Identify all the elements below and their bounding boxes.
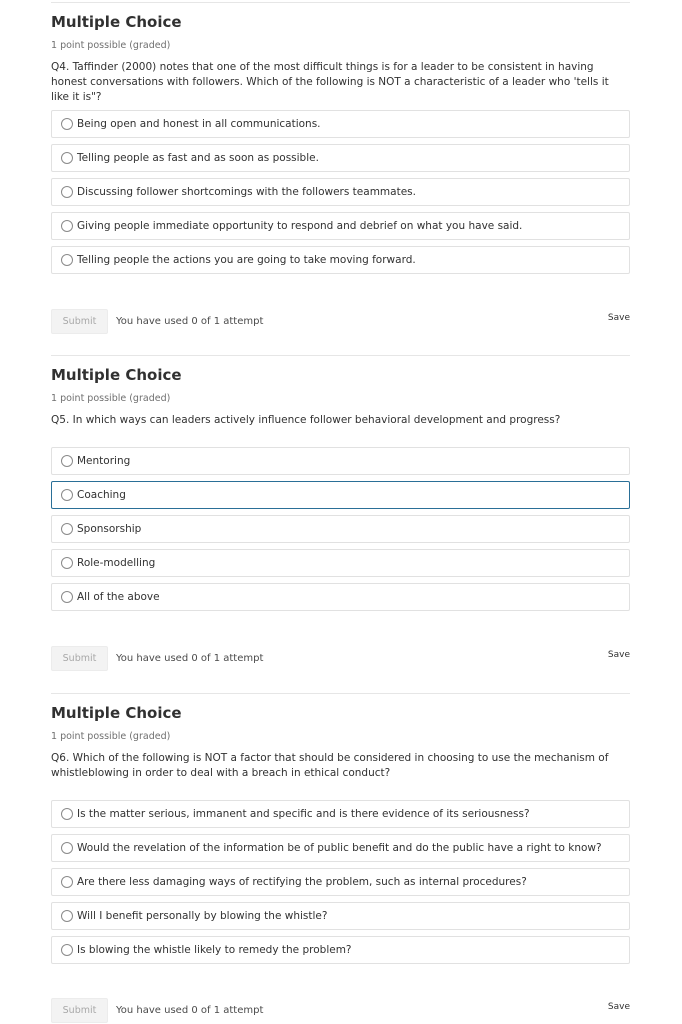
attempts-used: You have used 0 of 1 attempt [116,1005,264,1016]
problem-q6 [51,703,630,781]
choice-option-focused[interactable] [51,481,630,509]
choice-label: Mentoring [77,455,131,467]
choice-label: Are there less damaging ways of rectifying the problem, such as internal procedures? [77,876,527,888]
problem-actions [51,646,630,672]
choice-option[interactable] [51,549,630,577]
problem-title: Multiple Choice [51,13,182,31]
choice-label: Is the matter serious, immanent and specific and is there evidence of its seriousness? [77,808,530,820]
choice-list [51,447,630,611]
radio-icon[interactable] [61,944,73,956]
radio-icon[interactable] [61,186,73,198]
choice-label: All of the above [77,591,160,603]
choice-option[interactable] [51,144,630,172]
choice-option[interactable] [51,800,630,828]
choice-label: Telling people the actions you are going to take moving forward. [77,254,416,266]
question-text: Q6. Which of the following is NOT a factor that should be considered in choosing to use the mechanism of whistleblowing in order to deal with a breach in ethical conduct? [51,752,609,779]
choice-label: Sponsorship [77,523,142,535]
radio-icon[interactable] [61,808,73,820]
choice-option[interactable] [51,936,630,964]
points-possible: 1 point possible (graded) [51,731,171,742]
save-button[interactable]: Save [607,1002,630,1012]
choice-label: Is blowing the whistle likely to remedy the problem? [77,944,352,956]
radio-icon[interactable] [61,118,73,130]
radio-icon[interactable] [61,842,73,854]
question-text: Q4. Taffinder (2000) notes that one of the most difficult things is for a leader to be consistent in having honest conversations with followers. Which of the following is NOT a characteristic of a leader who 'tells it like it is"? [51,61,609,103]
problem-q5 [51,365,630,428]
choice-option[interactable] [51,834,630,862]
choice-label: Telling people as fast and as soon as possible. [77,152,319,164]
choice-option[interactable] [51,515,630,543]
choice-option[interactable] [51,868,630,896]
points-possible: 1 point possible (graded) [51,393,171,404]
choice-list [51,110,630,274]
submit-button[interactable]: Submit [51,309,108,334]
problem-q4 [51,12,630,105]
problem-actions [51,998,630,1024]
submit-button[interactable]: Submit [51,998,108,1023]
radio-icon[interactable] [61,523,73,535]
choice-list [51,800,630,964]
choice-option[interactable] [51,583,630,611]
attempts-used: You have used 0 of 1 attempt [116,316,264,327]
choice-label: Role-modelling [77,557,156,569]
radio-icon[interactable] [61,489,73,501]
choice-option[interactable] [51,110,630,138]
choice-option[interactable] [51,212,630,240]
choice-option[interactable] [51,902,630,930]
radio-icon[interactable] [61,876,73,888]
choice-option[interactable] [51,178,630,206]
attempts-used: You have used 0 of 1 attempt [116,653,264,664]
question-text: Q5. In which ways can leaders actively influence follower behavioral development and progress? [51,414,561,426]
radio-icon[interactable] [61,455,73,467]
save-button[interactable]: Save [607,650,630,660]
divider [51,693,630,694]
choice-label: Would the revelation of the information be of public benefit and do the public have a right to know? [77,842,602,854]
divider [51,355,630,356]
submit-button[interactable]: Submit [51,646,108,671]
problem-actions [51,309,630,335]
choice-label: Giving people immediate opportunity to respond and debrief on what you have said. [77,220,523,232]
choice-label: Coaching [77,489,126,501]
radio-icon[interactable] [61,152,73,164]
problem-title: Multiple Choice [51,704,182,722]
points-possible: 1 point possible (graded) [51,40,171,51]
save-button[interactable]: Save [607,313,630,323]
radio-icon[interactable] [61,254,73,266]
choice-label: Discussing follower shortcomings with the followers teammates. [77,186,416,198]
choice-label: Being open and honest in all communications. [77,118,321,130]
problem-title: Multiple Choice [51,366,182,384]
choice-option[interactable] [51,447,630,475]
divider [51,2,630,3]
radio-icon[interactable] [61,910,73,922]
choice-option[interactable] [51,246,630,274]
radio-icon[interactable] [61,220,73,232]
radio-icon[interactable] [61,591,73,603]
choice-label: Will I benefit personally by blowing the whistle? [77,910,328,922]
radio-icon[interactable] [61,557,73,569]
